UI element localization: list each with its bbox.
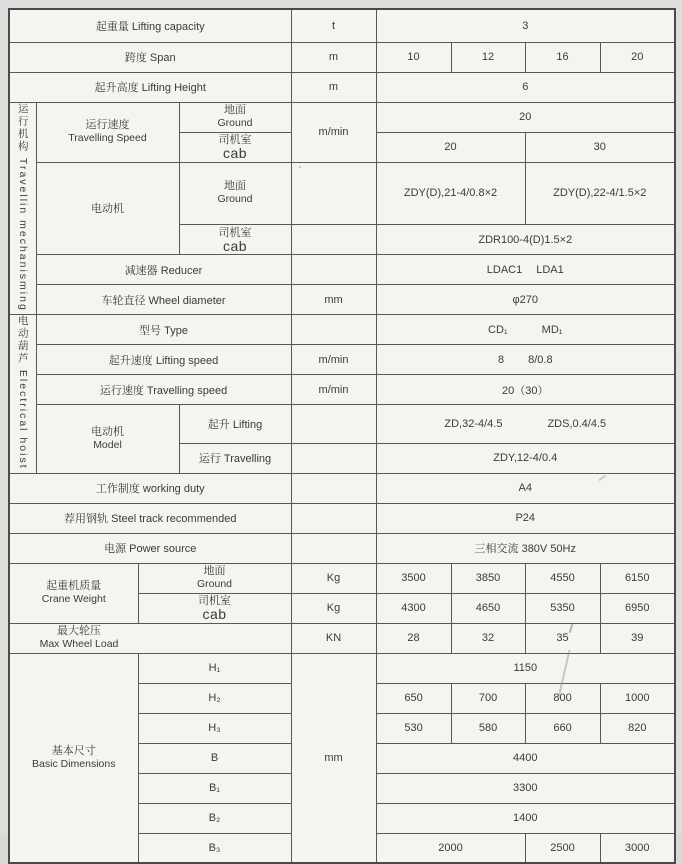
span-value-0: 10 xyxy=(376,42,451,72)
span-value-1: 12 xyxy=(451,42,525,72)
wheel-diameter-value: φ270 xyxy=(376,285,675,315)
row-reducer xyxy=(9,255,675,285)
row-power-source xyxy=(9,533,675,563)
hoist-lifting-speed-value-1: 8/0.8 xyxy=(528,353,553,366)
row-lifting-capacity xyxy=(9,9,675,42)
row-span xyxy=(9,42,675,72)
crane-weight-cab-value-0: 4300 xyxy=(376,593,451,623)
hoist-motor-lifting-unit-cell xyxy=(291,405,376,444)
dim-b3-value-0: 2000 xyxy=(376,833,525,863)
lifting-capacity-value: 3 xyxy=(376,9,675,42)
crane-weight-cab-label: 司机室 cab xyxy=(138,593,291,623)
hoist-travelling-speed-value: 20（30） xyxy=(376,375,675,405)
steel-track-unit-cell xyxy=(291,503,376,533)
hoist-lifting-speed-unit: m/min xyxy=(291,345,376,375)
row-max-wheel-load xyxy=(9,623,675,653)
travel-speed-cab-value-0: 20 xyxy=(376,132,525,162)
row-hoist-motor-lifting xyxy=(9,405,675,444)
reducer-value-0: LDAC1 xyxy=(486,263,523,276)
hoist-motor-lifting-value-0: ZD,32-4/4.5 xyxy=(444,418,503,431)
basic-dimensions-label: 基本尺寸 Basic Dimensions xyxy=(9,653,138,863)
max-wheel-load-unit: KN xyxy=(291,623,376,653)
crane-weight-cab-value-1: 4650 xyxy=(451,593,525,623)
travelling-mechanism-side-label xyxy=(9,102,36,315)
crane-weight-cab-unit: Kg xyxy=(291,593,376,623)
travel-motor-cab-unit-cell xyxy=(291,225,376,255)
span-value-2: 16 xyxy=(525,42,600,72)
dim-h3-value-1: 580 xyxy=(451,713,525,743)
dim-h3-name: H₃ xyxy=(138,713,291,743)
crane-weight-ground-value-2: 4550 xyxy=(525,563,600,593)
hoist-type-value-1: MD₁ xyxy=(541,323,563,336)
steel-track-value: P24 xyxy=(376,503,675,533)
hoist-motor-lifting-label: 起升 Lifting xyxy=(179,405,291,444)
reducer-value-1: LDA1 xyxy=(536,263,564,276)
power-source-value: 三相交流 380V 50Hz xyxy=(376,533,675,563)
row-dim-h1 xyxy=(9,653,675,683)
max-wheel-load-value-0: 28 xyxy=(376,623,451,653)
hoist-motor-travelling-value: ZDY,12-4/0.4 xyxy=(376,443,675,473)
wheel-diameter-unit: mm xyxy=(291,285,376,315)
hoist-travelling-speed-label: 运行速度 Travelling speed xyxy=(36,375,291,405)
travel-speed-label-en: Travelling Speed xyxy=(68,132,147,144)
wheel-diameter-label: 车轮直径 Wheel diameter xyxy=(36,285,291,315)
dim-b3-value-1: 2500 xyxy=(525,833,600,863)
hoist-lifting-speed-value-0: 8 xyxy=(497,353,505,366)
electrical-hoist-side-label xyxy=(9,315,36,474)
travel-speed-unit: m/min xyxy=(291,102,376,162)
steel-track-label: 荐用钢轨 Steel track recommended xyxy=(9,503,291,533)
travel-motor-label: 电动机 xyxy=(36,162,179,255)
crane-weight-ground-label: 地面 Ground xyxy=(138,563,291,593)
lifting-height-value: 6 xyxy=(376,72,675,102)
dim-b2-name: B₂ xyxy=(138,803,291,833)
hoist-travelling-speed-unit: m/min xyxy=(291,375,376,405)
lifting-height-unit: m xyxy=(291,72,376,102)
electrical-hoist-side-text: 电动葫芦 Electrical hoist xyxy=(16,315,29,470)
dim-h2-value-2: 800 xyxy=(525,683,600,713)
row-travel-motor-ground xyxy=(9,162,675,225)
dim-b1-value: 3300 xyxy=(376,773,675,803)
travel-motor-cab-value: ZDR100-4(D)1.5×2 xyxy=(376,225,675,255)
hoist-type-value-0: CD₁ xyxy=(488,323,508,336)
dim-h1-name: H₁ xyxy=(138,653,291,683)
dim-b3-name: B₃ xyxy=(138,833,291,863)
crane-weight-label: 起重机质量 Crane Weight xyxy=(9,563,138,623)
travel-speed-ground-label: 地面 Ground xyxy=(179,102,291,132)
working-duty-unit-cell xyxy=(291,473,376,503)
dim-b1-name: B₁ xyxy=(138,773,291,803)
hoist-lifting-speed-label: 起升速度 Lifting speed xyxy=(36,345,291,375)
max-wheel-load-label: 最大轮压 Max Wheel Load xyxy=(9,623,291,653)
dim-h2-name: H₂ xyxy=(138,683,291,713)
crane-weight-ground-value-3: 6150 xyxy=(600,563,675,593)
travel-motor-cab-label: 司机室 cab xyxy=(179,225,291,255)
reducer-label: 减速器 Reducer xyxy=(36,255,291,285)
dim-h3-value-3: 820 xyxy=(600,713,675,743)
working-duty-value: A4 xyxy=(376,473,675,503)
dim-b3-value-2: 3000 xyxy=(600,833,675,863)
row-steel-track xyxy=(9,503,675,533)
spec-table xyxy=(8,8,676,864)
row-working-duty xyxy=(9,473,675,503)
crane-weight-cab-value-2: 5350 xyxy=(525,593,600,623)
travel-speed-label xyxy=(36,102,179,162)
row-hoist-lifting-speed xyxy=(9,345,675,375)
reducer-value xyxy=(376,255,675,285)
power-source-unit-cell xyxy=(291,533,376,563)
travel-motor-ground-value-0: ZDY(D),21-4/0.8×2 xyxy=(376,162,525,225)
max-wheel-load-value-3: 39 xyxy=(600,623,675,653)
max-wheel-load-value-2: 35 xyxy=(525,623,600,653)
hoist-type-label: 型号 Type xyxy=(36,315,291,345)
row-wheel-diameter xyxy=(9,285,675,315)
travel-motor-ground-value-1: ZDY(D),22-4/1.5×2 xyxy=(525,162,675,225)
lifting-height-label: 起升高度 Lifting Height xyxy=(9,72,291,102)
dim-h3-value-0: 530 xyxy=(376,713,451,743)
row-lifting-height xyxy=(9,72,675,102)
row-travel-speed-ground xyxy=(9,102,675,132)
hoist-type-value xyxy=(376,315,675,345)
reducer-unit-cell xyxy=(291,255,376,285)
dim-h2-value-0: 650 xyxy=(376,683,451,713)
hoist-motor-lifting-value xyxy=(376,405,675,444)
travel-motor-ground-unit-cell xyxy=(291,162,376,225)
crane-weight-cab-value-3: 6950 xyxy=(600,593,675,623)
hoist-motor-lifting-value-1: ZDS,0.4/4.5 xyxy=(547,418,607,431)
span-unit: m xyxy=(291,42,376,72)
hoist-motor-travelling-label: 运行 Travelling xyxy=(179,443,291,473)
hoist-lifting-speed-value xyxy=(376,345,675,375)
dim-b2-value: 1400 xyxy=(376,803,675,833)
basic-dimensions-unit: mm xyxy=(291,653,376,863)
travel-speed-cab-value-1: 30 xyxy=(525,132,675,162)
hoist-type-unit-cell xyxy=(291,315,376,345)
row-hoist-type xyxy=(9,315,675,345)
crane-weight-ground-unit: Kg xyxy=(291,563,376,593)
travel-motor-ground-label: 地面 Ground xyxy=(179,162,291,225)
hoist-motor-travelling-unit-cell xyxy=(291,443,376,473)
travel-speed-ground-value: 20 xyxy=(376,102,675,132)
max-wheel-load-value-1: 32 xyxy=(451,623,525,653)
row-hoist-travelling-speed xyxy=(9,375,675,405)
lifting-capacity-unit: t xyxy=(291,9,376,42)
travel-speed-cab-label: 司机室 cab xyxy=(179,132,291,162)
dim-h2-value-1: 700 xyxy=(451,683,525,713)
dim-b-name: B xyxy=(138,743,291,773)
dim-h1-value: 1150 xyxy=(376,653,675,683)
power-source-label: 电源 Power source xyxy=(9,533,291,563)
dim-h3-value-2: 660 xyxy=(525,713,600,743)
dim-h2-value-3: 1000 xyxy=(600,683,675,713)
working-duty-label: 工作制度 working duty xyxy=(9,473,291,503)
hoist-motor-label: 电动机 Model xyxy=(36,405,179,474)
travel-speed-label-zh: 运行速度 xyxy=(85,119,130,131)
travelling-mechanism-side-text: 运行机构 Travellin mechanisming xyxy=(16,102,29,312)
crane-weight-ground-value-1: 3850 xyxy=(451,563,525,593)
span-label: 跨度 Span xyxy=(9,42,291,72)
span-value-3: 20 xyxy=(600,42,675,72)
row-crane-weight-ground xyxy=(9,563,675,593)
dim-b-value: 4400 xyxy=(376,743,675,773)
crane-weight-ground-value-0: 3500 xyxy=(376,563,451,593)
lifting-capacity-label: 起重量 Lifting capacity xyxy=(9,9,291,42)
